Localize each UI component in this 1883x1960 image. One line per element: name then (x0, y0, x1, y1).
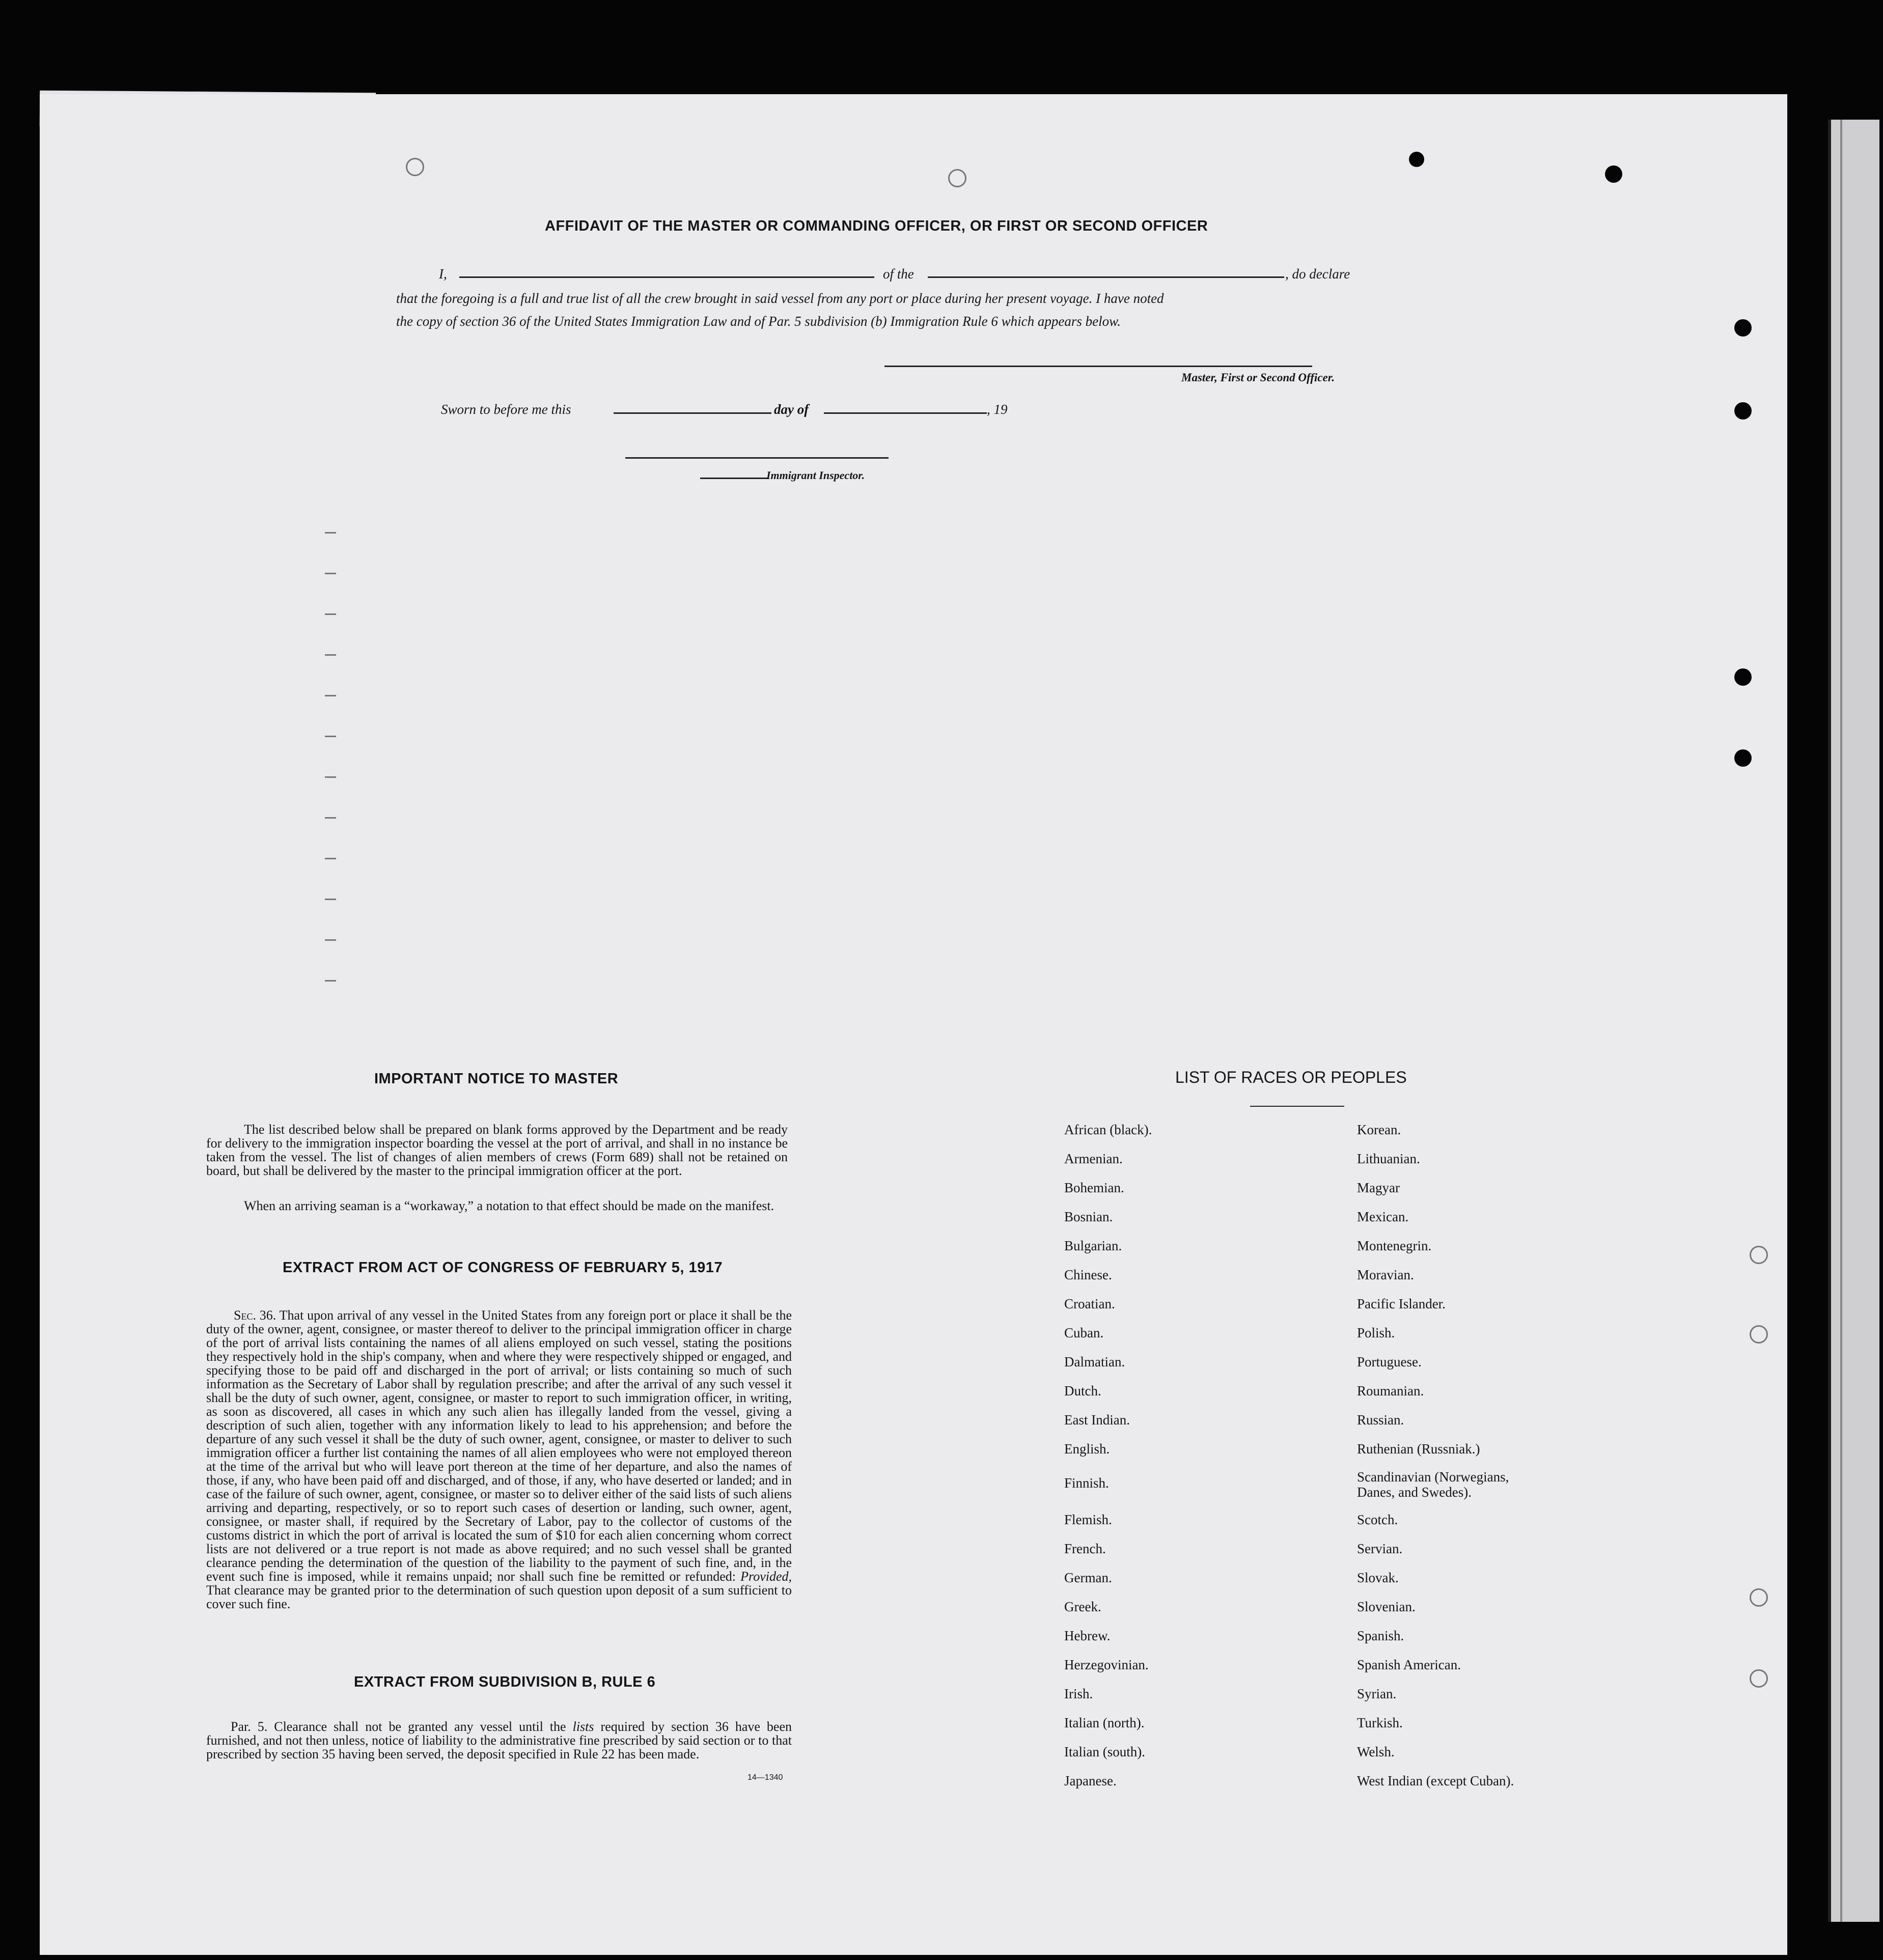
margin-tick (325, 573, 336, 574)
affidavit-line1-mid: of the (883, 266, 914, 282)
form-page (40, 94, 1787, 1955)
race-item: Armenian. (1064, 1151, 1123, 1166)
race-item: Irish. (1064, 1686, 1093, 1701)
section-text-end: That clearance may be granted prior to the determination of such question upon deposit of a sum sufficient to cover such fine. (206, 1583, 792, 1611)
race-item: Croatian. (1064, 1296, 1115, 1311)
race-item: Welsh. (1357, 1744, 1395, 1759)
affidavit-line1-suffix: , do declare (1285, 266, 1350, 282)
vessel-name-line[interactable] (928, 276, 1284, 278)
race-item: Scandinavian (Norwegians, Danes, and Swedes). (1357, 1469, 1509, 1500)
race-item: Italian (north). (1064, 1715, 1145, 1730)
sworn-prefix: Sworn to before me this (441, 402, 571, 417)
race-item: Polish. (1357, 1325, 1395, 1340)
race-item: Ruthenian (Russniak.) (1357, 1441, 1480, 1457)
race-item: Bosnian. (1064, 1209, 1113, 1224)
margin-tick (325, 654, 336, 656)
race-item: Dalmatian. (1064, 1354, 1125, 1369)
race-item: Syrian. (1357, 1686, 1397, 1701)
punch-ring (1750, 1669, 1768, 1688)
affidavit-line2: that the foregoing is a full and true list of all the crew brought in said vessel from any port or place during her present voyage. I have noted (396, 291, 1164, 306)
race-item: Pacific Islander. (1357, 1296, 1446, 1311)
punch-ring (948, 169, 966, 187)
margin-tick (325, 776, 336, 778)
section-label: Sec. 36. (234, 1308, 276, 1323)
declarant-name-line[interactable] (459, 276, 874, 278)
extract-act-body (206, 1308, 792, 1611)
race-item: German. (1064, 1570, 1112, 1585)
race-item: Turkish. (1357, 1715, 1403, 1730)
race-item: Bulgarian. (1064, 1238, 1122, 1253)
sworn-day-line[interactable] (614, 412, 771, 414)
margin-tick (325, 695, 336, 696)
race-item: Finnish. (1064, 1475, 1109, 1491)
race-item: African (black). (1064, 1122, 1152, 1137)
form-number: 14—1340 (747, 1773, 783, 1782)
race-item: Lithuanian. (1357, 1151, 1420, 1166)
race-item: Scotch. (1357, 1512, 1398, 1527)
sworn-month-line[interactable] (824, 412, 987, 414)
race-item: Slovak. (1357, 1570, 1399, 1585)
punch-ring (1750, 1246, 1768, 1264)
affidavit-line3: the copy of section 36 of the United States Immigration Law and of Par. 5 subdivision (b) Immigration Rule 6 which appears below. (396, 314, 1121, 329)
race-item: Dutch. (1064, 1383, 1101, 1398)
affidavit-line1-prefix: I, (439, 266, 447, 282)
extract-rule-title: EXTRACT FROM SUBDIVISION B, RULE 6 (354, 1674, 656, 1690)
punch-hole (1734, 319, 1752, 337)
race-item: Flemish. (1064, 1512, 1112, 1527)
punch-ring (406, 158, 424, 176)
race-item: Bohemian. (1064, 1180, 1124, 1195)
margin-tick (325, 817, 336, 819)
race-item: Slovenian. (1357, 1599, 1416, 1614)
race-item: Herzegovinian. (1064, 1657, 1149, 1672)
punch-ring (1750, 1588, 1768, 1607)
punch-ring (1750, 1325, 1768, 1343)
notice-paragraph-1: The list described below shall be prepared on blank forms approved by the Department and be ready for delivery to the immigration inspector boarding the vessel at the port of arrival, and shall in no instance be taken from the vessel. The list of changes of alien members of crews (Form 689) shall not be retained on board, but shall be delivered by the master to the principal immigration officer at the port. (206, 1122, 788, 1178)
race-item: Magyar (1357, 1180, 1400, 1195)
provided-word: Provided, (740, 1569, 792, 1584)
race-item: Spanish. (1357, 1628, 1404, 1643)
rule-text: Par. 5. Clearance shall not be granted any vessel until the (231, 1719, 566, 1734)
race-item: Chinese. (1064, 1267, 1112, 1282)
extract-rule-body (206, 1720, 792, 1761)
race-item: French. (1064, 1541, 1106, 1556)
race-item: Hebrew. (1064, 1628, 1111, 1643)
margin-tick (325, 858, 336, 859)
punch-hole (1734, 668, 1752, 686)
race-item: Italian (south). (1064, 1744, 1145, 1759)
race-item: East Indian. (1064, 1412, 1130, 1427)
race-item: Moravian. (1357, 1267, 1414, 1282)
margin-tick (325, 980, 336, 982)
punch-hole (1734, 402, 1752, 419)
margin-tick (325, 899, 336, 900)
race-item: Spanish American. (1357, 1657, 1461, 1672)
officer-signature-label: Master, First or Second Officer. (1181, 371, 1335, 384)
margin-tick (325, 613, 336, 615)
inspector-short-line (700, 478, 769, 479)
race-item: Servian. (1357, 1541, 1403, 1556)
punch-hole (1734, 749, 1752, 767)
race-item: Portuguese. (1357, 1354, 1422, 1369)
race-item: Greek. (1064, 1599, 1101, 1614)
adjacent-page-edge (1828, 120, 1879, 1922)
races-title: LIST OF RACES OR PEOPLES (1175, 1068, 1407, 1086)
races-title-rule (1250, 1106, 1344, 1107)
race-item: Russian. (1357, 1412, 1404, 1427)
sworn-year-label: , 19 (987, 402, 1008, 417)
race-item: Korean. (1357, 1122, 1401, 1137)
race-item: English. (1064, 1441, 1110, 1457)
rule-text-end: required by section 36 have been furnished, and not then unless, notice of liability to the administrative fine prescribed by said section or to that prescribed by section 35 having been served, the deposit specified in Rule 22 has been made. (206, 1719, 792, 1761)
margin-tick (325, 736, 336, 737)
margin-tick (325, 532, 336, 534)
race-item: Roumanian. (1357, 1383, 1424, 1398)
race-item: West Indian (except Cuban). (1357, 1773, 1514, 1788)
race-item: Montenegrin. (1357, 1238, 1432, 1253)
notice-title: IMPORTANT NOTICE TO MASTER (374, 1071, 619, 1087)
race-item: Cuban. (1064, 1325, 1104, 1340)
sworn-day-label: day of (774, 402, 809, 417)
inspector-label: Immigrant Inspector. (766, 469, 865, 482)
inspector-signature-line[interactable] (625, 457, 889, 459)
race-item: Japanese. (1064, 1773, 1117, 1788)
margin-tick (325, 939, 336, 941)
notice-paragraph-2: When an arriving seaman is a “workaway,” a notation to that effect should be made on the manifest. (244, 1198, 774, 1213)
affidavit-title: AFFIDAVIT OF THE MASTER OR COMMANDING OFFICER, OR FIRST OR SECOND OFFICER (545, 218, 1208, 234)
section-text: That upon arrival of any vessel in the United States from any foreign port or place it shall be the duty of the owner, agent, consignee, or master thereof to deliver to the principal immigration officer in charge of the port of arrival lists containing the names of all aliens employed on such vessel, stating the positions they respectively hold in the ship's company, when and where they were respectively shipped or engaged, and specifying those to be paid off and discharged in the port of arrival; or lists containing so much of such information as the Secretary of Labor shall by regulation prescribe; and after the arrival of any such vessel it shall be the duty of such owner, agent, consignee, or master to report to such immigration officer, in writing, as soon as discovered, all cases in which any such alien has illegally landed from the vessel, giving a description of such alien, together with any information likely to lead to his apprehension; and before the departure of any such vessel it shall be the duty of such owner, agent, consignee, or master to deliver to such immigration officer a further list containing the names of all alien employees who were not employed thereon at the time of the arrival but who will leave port thereon at the time of her departure, and also the names of those, if any, who have been paid off and discharged, and of those, if any, who have deserted or landed; and in case of the failure of such owner, agent, consignee, or master so to deliver either of the said lists of such aliens arriving and departing, respectively, or so to report such cases of desertion or landing, such owner, agent, consignee, or master shall, if required by the Secretary of Labor, pay to the collector of customs of the customs district in which the port of arrival is located the sum of $10 for each alien concerning whom correct lists are not delivered or a true report is not made as above required; and no such vessel shall be granted clearance pending the determination of the question of the liability to the payment of such fine, and, in the event such fine is imposed, while it remains unpaid; nor shall such fine be remitted or refunded: (206, 1308, 792, 1584)
extract-act-title: EXTRACT FROM ACT OF CONGRESS OF FEBRUARY 5, 1917 (283, 1259, 723, 1276)
punch-hole (1605, 165, 1622, 183)
lists-word: lists (572, 1719, 594, 1734)
race-item: Mexican. (1357, 1209, 1409, 1224)
punch-hole (1409, 152, 1424, 167)
